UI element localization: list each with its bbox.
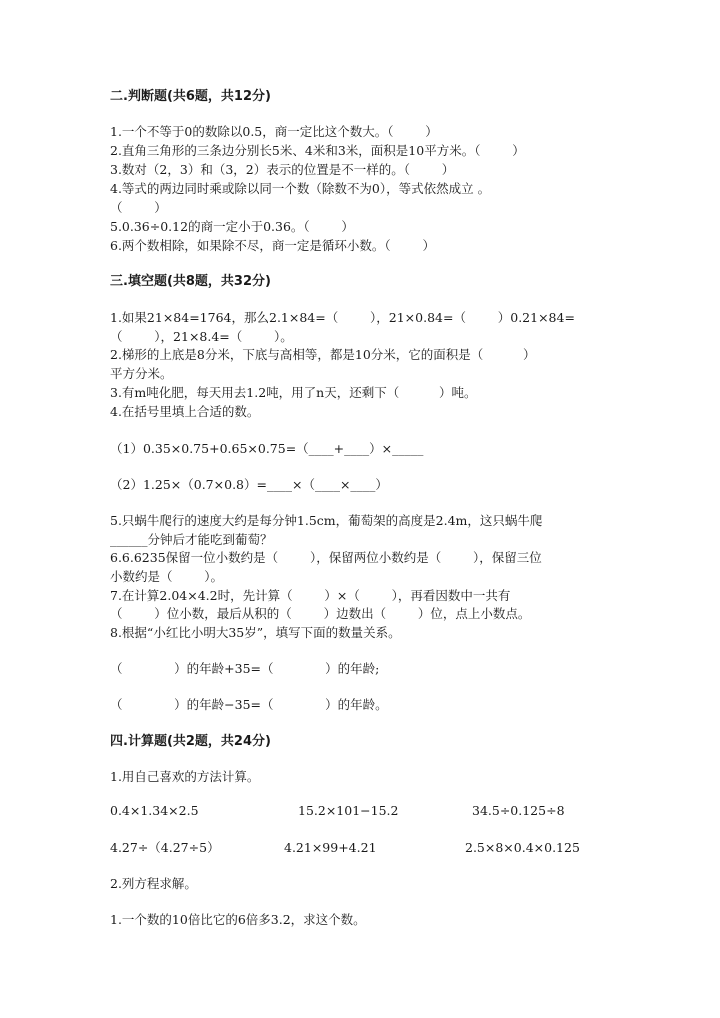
judge-question-2: 2.直角三角形的三条边分别长5米、4米和3米，面积是10平方米。（ ） xyxy=(110,143,525,158)
fill-question-1: 1.如果21×84=1764，那么2.1×84=（ ），21×0.84=（ ）0.21×84= xyxy=(110,310,575,325)
fill-question-4: 4.在括号里填上合适的数。 xyxy=(110,404,260,419)
fill-question-4-part2: （2）1.25×（0.7×0.8）=____×（____×____） xyxy=(110,477,388,492)
calc-row-2 xyxy=(110,840,630,904)
fill-question-1-cont: （ ），21×8.4=（ ）。 xyxy=(110,329,293,344)
section-title-judge: 二.判断题(共6题，共12分) xyxy=(110,89,271,104)
judge-question-4: 4.等式的两边同时乘或除以同一个数（除数不为0），等式依然成立 。 xyxy=(110,181,491,196)
fill-question-2: 2.梯形的上底是8分米，下底与高相等，都是10分米，它的面积是（ ） xyxy=(110,347,536,362)
fill-question-5: 5.只蜗牛爬行的速度大约是每分钟1.5cm，葡萄架的高度是2.4m，这只蜗牛爬 xyxy=(110,513,543,528)
section-title-calc: 四.计算题(共2题，共24分) xyxy=(110,734,271,749)
calc-expression: 15.2×101−15.2 xyxy=(298,803,399,818)
fill-question-3: 3.有m吨化肥，每天用去1.2吨，用了n天，还剩下（ ）吨。 xyxy=(110,385,477,400)
fill-question-8: 8.根据“小红比小明大35岁”，填写下面的数量关系。 xyxy=(110,625,401,640)
fill-question-6: 6.6.6235保留一位小数约是（ ），保留两位小数约是（ ），保留三位 xyxy=(110,550,542,565)
fill-question-2-cont: 平方分米。 xyxy=(110,366,173,381)
calc-expression: 4.27÷（4.27÷5） xyxy=(110,840,220,855)
fill-question-5-cont: ______分钟后才能吃到葡萄？ xyxy=(110,532,273,547)
calc-question-2-1: 1.一个数的10倍比它的6倍多3.2，求这个数。 xyxy=(110,912,366,927)
judge-question-6: 6.两个数相除，如果除不尽，商一定是循环小数。（ ） xyxy=(110,238,435,253)
calc-question-1: 1.用自己喜欢的方法计算。 xyxy=(110,769,260,784)
calc-expression: 4.21×99+4.21 xyxy=(284,840,377,855)
judge-question-1: 1.一个不等于0的数除以0.5，商一定比这个数大。（ ） xyxy=(110,124,438,139)
judge-question-3: 3.数对（2，3）和（3，2）表示的位置是不一样的。（ ） xyxy=(110,162,455,177)
judge-question-5: 5.0.36÷0.12的商一定小于0.36。（ ） xyxy=(110,219,354,234)
calc-expression: 34.5÷0.125÷8 xyxy=(472,803,565,818)
judge-question-4-bracket: （ ） xyxy=(110,200,167,215)
fill-question-7-cont: （ ）位小数，最后从积的（ ）边数出（ ）位，点上小数点。 xyxy=(110,606,531,621)
fill-question-8-line2: （ ）的年龄−35=（ ）的年龄。 xyxy=(110,697,388,712)
fill-question-8-line1: （ ）的年龄+35=（ ）的年龄; xyxy=(110,661,380,676)
calc-expression: 0.4×1.34×2.5 xyxy=(110,803,199,818)
calc-expression: 2.5×8×0.4×0.125 xyxy=(465,840,580,855)
section-title-fill: 三.填空题(共8题，共32分) xyxy=(110,274,271,289)
fill-question-7: 7.在计算2.04×4.2时，先计算（ ）×（ ），再看因数中一共有 xyxy=(110,588,511,603)
calc-question-2: 2.列方程求解。 xyxy=(110,876,197,891)
fill-question-6-cont: 小数约是（ ）。 xyxy=(110,569,224,584)
fill-question-4-part1: （1）0.35×0.75+0.65×0.75=（____+____）×_____ xyxy=(110,441,424,456)
